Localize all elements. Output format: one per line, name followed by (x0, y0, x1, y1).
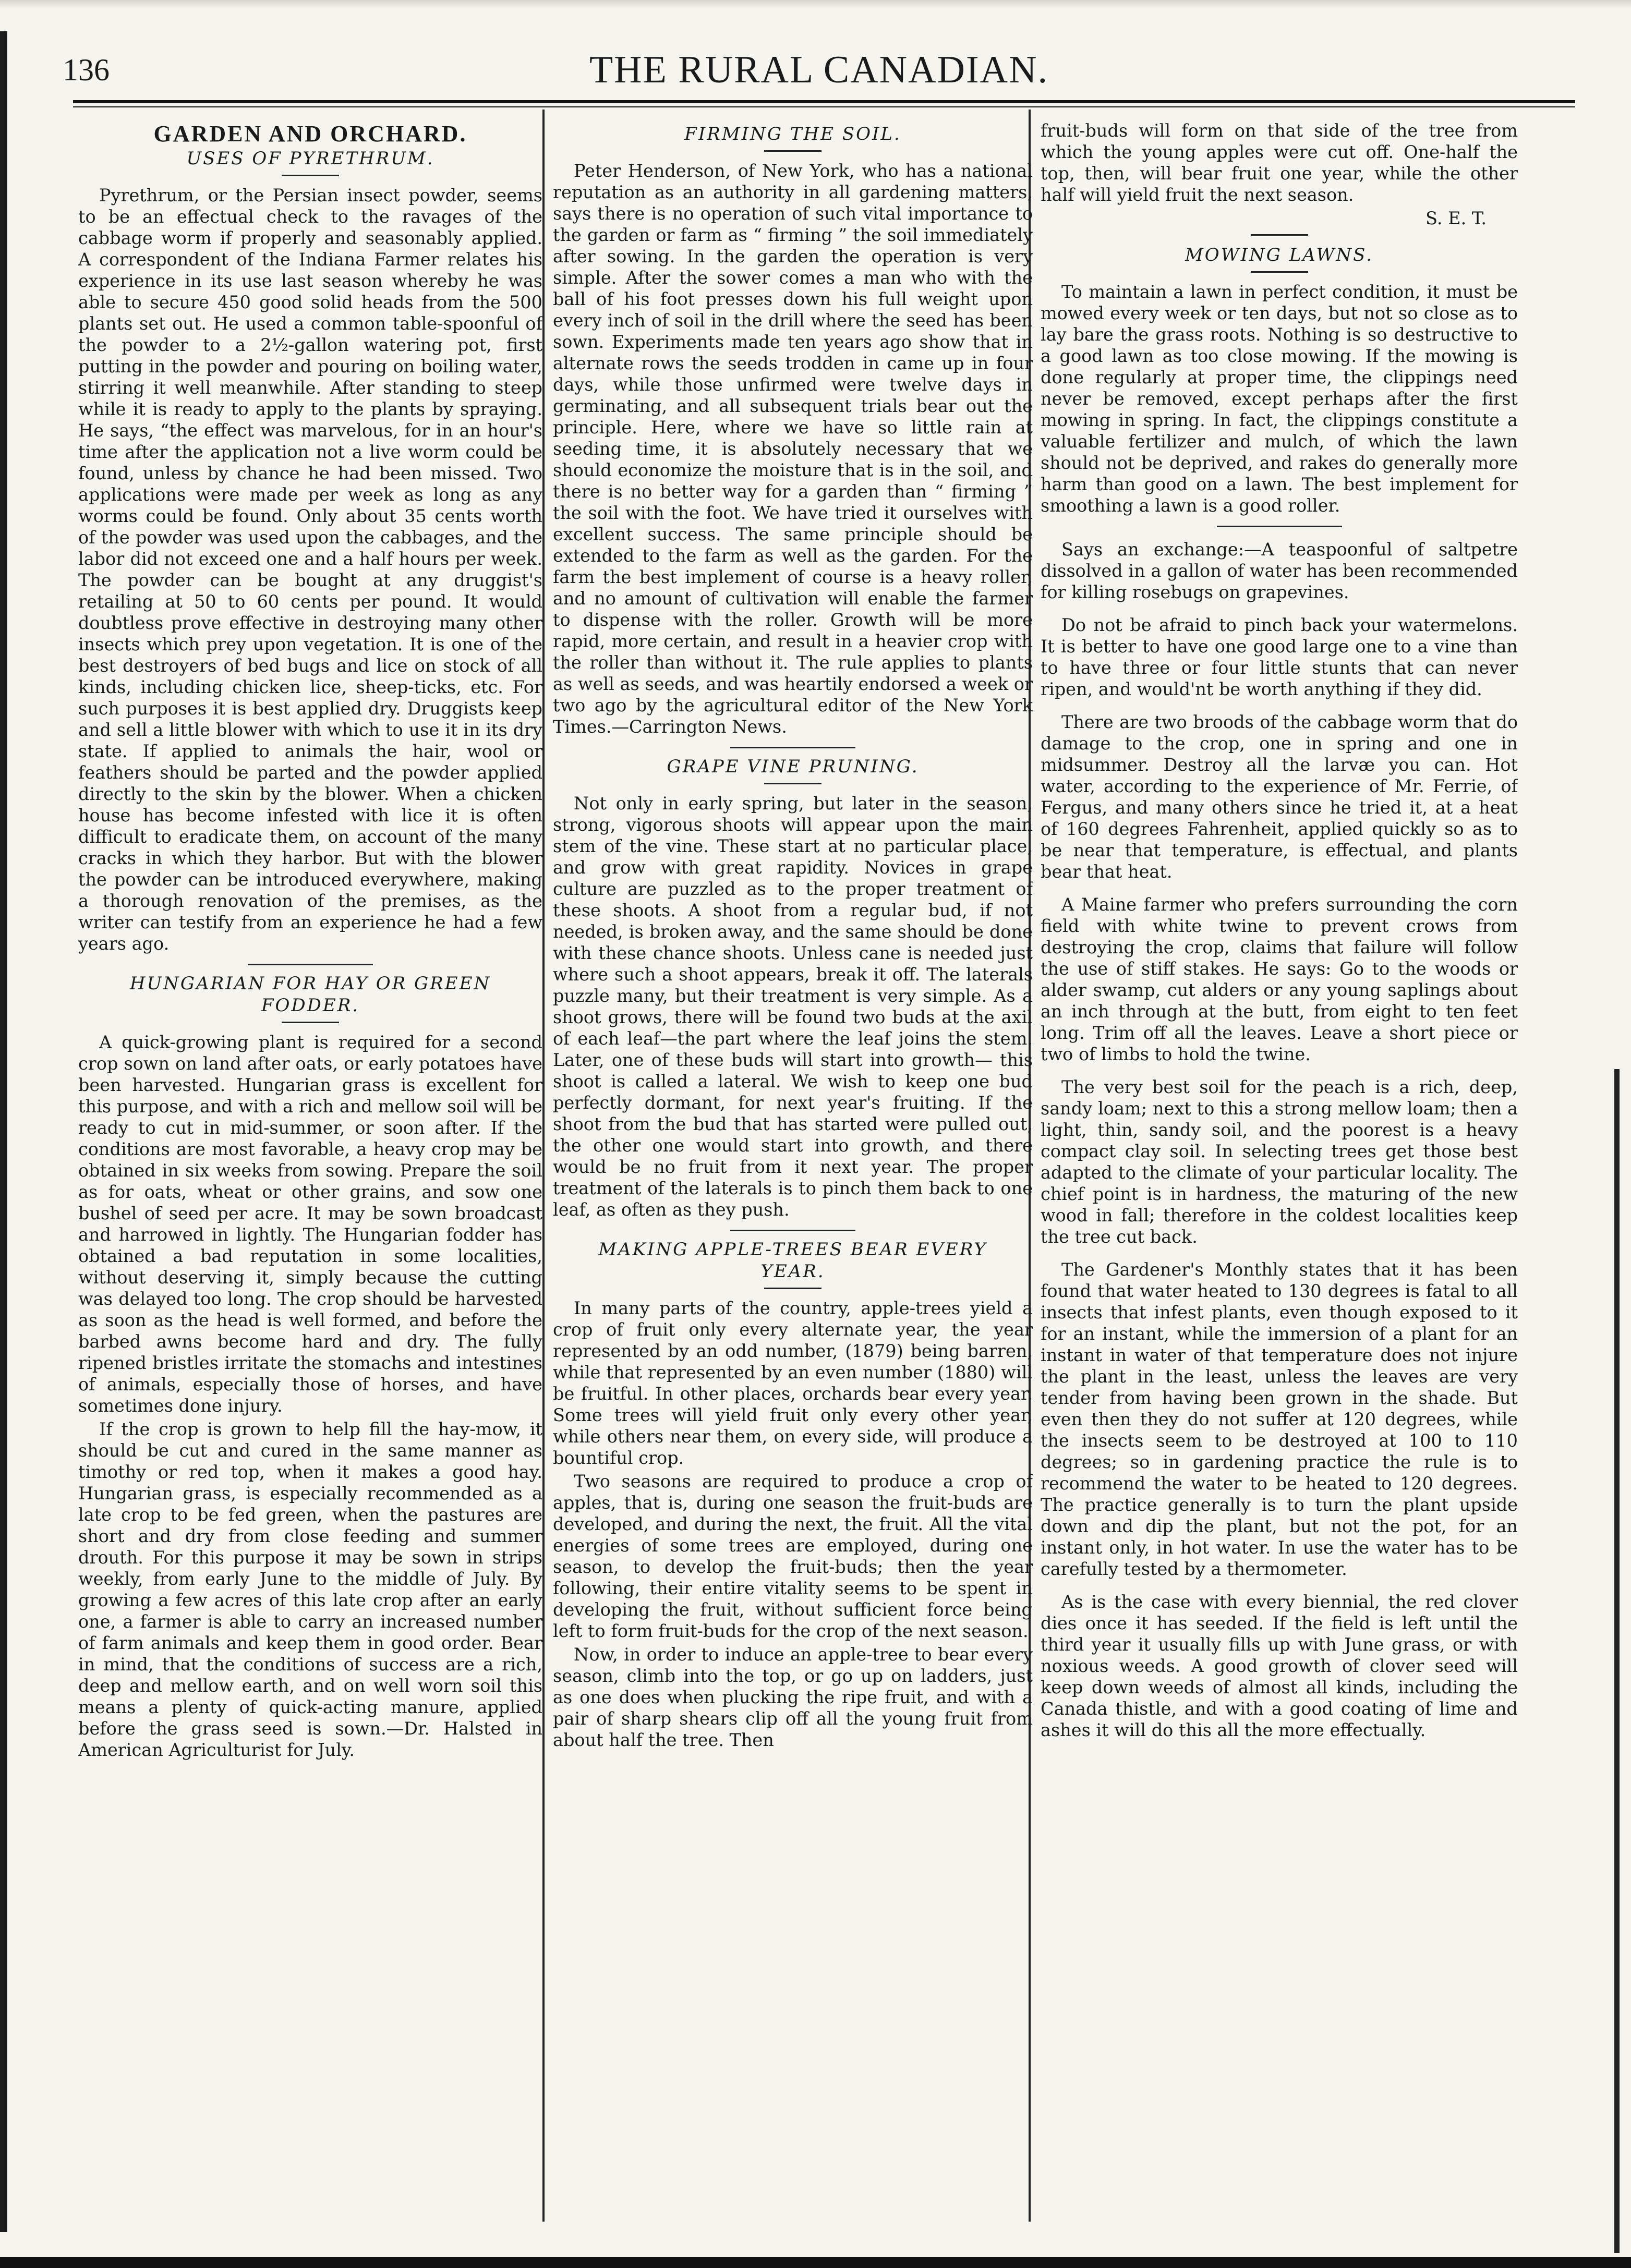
column-divider (542, 110, 545, 2222)
article-separator (248, 964, 373, 965)
note-paragraph: Says an exchange:—A teaspoonful of saltpetre dissolved in a gallon of water has been recommended for killing rosebugs on grapevines. (1041, 539, 1518, 602)
header-rule (73, 100, 1575, 103)
article-separator (1217, 526, 1342, 527)
article-paragraph: To maintain a lawn in perfect condition, it must be mowed every week or ten days, but not so close as to lay bare the grass roots. Nothing is so destructive to a good lawn as too close mowing. If the mowing is done regularly at proper time, the clippings need never be removed, except perhaps after the first mowing in spring. In fact, the clippings constitute a valuable fertilizer and mulch, of which the lawn should not be deprived, and rakes do generally more harm than good on a lawn. The best implement for smoothing a lawn is a good roller. (1041, 282, 1518, 516)
article-paragraph: Peter Henderson, of New York, who has a national reputation as an authority in all gardening matters, says there is no operation of such vital importance to the garden or farm as “ firming ” the soil immediately after sowing. In the garden the operation is very simple. After the sower comes a man who with the ball of his foot presses down his full weight upon every inch of soil in the drill where the seed has been sown. Experiments made ten years ago show that in alternate rows the seeds trodden in came up in four days, while those unfirmed were twelve days in germinating, and all subsequent trials bear out the principle. Here, where we have so little rain at seeding time, it is absolutely necessary that we should economize the moisture that is in the soil, and there is no better way for a garden than “ firming ” the soil with the foot. We have tried it ourselves with excellent success. The same principle should be extended to the farm as well as the garden. For the farm the best implement of course is a heavy roller, and no amount of cultivation will enable the farmer to dispense with the roller. Growth will be more rapid, more certain, and result in a heavier crop with the roller than without it. The rule applies to plants as well as seeds, and was heartily endorsed a week or two ago by the agricultural editor of the New York Times.—Carrington News. (553, 161, 1033, 737)
note-paragraph: The very best soil for the peach is a rich, deep, sandy loam; next to this a strong mellow loam; then a light, thin, sandy soil, and the poorest is a heavy compact clay soil. In selecting trees get those best adapted to the climate of your particular locality. The chief point is in hardness, the maturing of the new wood in fall; therefore in the coldest localities keep the tree cut back. (1041, 1077, 1518, 1247)
title-rule (282, 1022, 339, 1023)
title-rule (764, 783, 821, 784)
section-title: GARDEN AND ORCHARD. (153, 121, 467, 147)
title-rule (764, 150, 821, 152)
note-paragraph: A Maine farmer who prefers surrounding the corn field with white twine to prevent crows from destroying the crop, claims that failure will follow the use of stiff stakes. He says: Go to the woods or alder swamp, cut alders or any young saplings about an inch through at the butt, from eight to ten feet long. Trim off all the leaves. Leave a short piece or two of limbs to hold the twine. (1041, 894, 1518, 1064)
article-paragraph: In many parts of the country, apple-trees yield a crop of fruit only every alternate year, the year represented by an odd number, (1879) being barren, while that represented by an even number (1880) will be fruitful. In other places, orchards bear every year. Some trees will yield fruit only every other year, while others near them, on every side, will produce a bountiful crop. (553, 1298, 1033, 1468)
header-rule-thin (73, 106, 1575, 107)
article-title: MOWING LAWNS. (1185, 245, 1374, 265)
article-title: USES OF PYRETHRUM. (186, 148, 434, 169)
note-paragraph: The Gardener's Monthly states that it has been found that water heated to 130 degrees is fatal to all insects that infest plants, even though exposed to it for an instant, while the immersion of a plant for an instant in water of that temperature does not injure the plant in the least, unless the leaves are very tender from having been grown in the shade. But even then they do not suffer at 120 degrees, while the insects seem to be destroyed at 100 to 110 degrees; so in gardening practice the rule is to recommend the water to be heated to 120 degrees. The practice generally is to turn the plant upside down and dip the plant, but not the pot, for an instant only, in hot water. In use the water has to be carefully tested by a thermometer. (1041, 1259, 1518, 1579)
column-1 (78, 120, 542, 2248)
bottom-edge-rule (0, 2257, 1631, 2268)
right-edge-rule (1614, 1069, 1620, 2253)
column-2 (553, 120, 1033, 2248)
article-paragraph: Pyrethrum, or the Persian insect powder, seems to be an effectual check to the ravages of the cabbage worm if properly and seasonably applied. A correspondent of the Indiana Farmer relates his experience in its use last season whereby he was able to secure 450 good solid heads from the 500 plants set out. He used a common table-spoonful of the powder to a 2½-gallon watering pot, first putting in the powder and pouring on boiling water, stirring it well meanwhile. After standing to steep while it is ready to apply to the plants by spraying. He says, “the effect was marvelous, for in an hour's time after the application not a live worm could be found, unless by chance he had been missed. Two applications were made per week as long as any worms could be found. Only about 35 cents worth of the powder was used upon the cabbages, and the labor did not exceed one and a half hours per week. The powder can be bought at any druggist's retailing at 50 to 60 cents per pound. It would doubtless prove effective in destroying many other insects which prey upon vegetation. It is one of the best destroyers of bed bugs and lice on stock of all kinds, including chicken lice, sheep-ticks, etc. For such purposes it is best applied dry. Druggists keep and sell a little blower with which to use it in its dry state. If applied to animals the hair, wool or feathers should be parted and the powder applied directly to the skin by the blower. When a chicken house has become infested with lice it is often difficult to eradicate them, on account of the many cracks in which they harbor. But with the blower the powder can be introduced everywhere, making a thorough renovation of the premises, as the writer can testify from an experience he had a few years ago. (78, 185, 542, 954)
article-paragraph: Now, in order to induce an apple-tree to bear every season, climb into the top, or go up on ladders, just as one does when plucking the ripe fruit, and with a pair of sharp shears clip off all the young fruit from about half the tree. Then (553, 1644, 1033, 1750)
article-title: MAKING APPLE-TREES BEAR EVERY YEAR. (598, 1239, 987, 1282)
article-separator (730, 747, 855, 748)
left-binding-rule (0, 31, 7, 2232)
article-paragraph: Two seasons are required to produce a crop of apples, that is, during one season the fruit-buds are developed, and during the next, the fruit. All the vital energies of some trees are employed, during one season, to develop the fruit-buds; then the year following, their entire vitality seems to be spent in developing the fruit, without sufficient force being left to form fruit-buds for the crop of the next season. (553, 1471, 1033, 1641)
note-paragraph: As is the case with every biennial, the red clover dies once it has seeded. If the field is left until the third year it usually fills up with June grass, or with noxious weeds. A good growth of clover seed will keep down weeds of almost all kinds, including the Canada thistle, and with a good coating of lime and ashes it will do this all the more effectually. (1041, 1592, 1518, 1740)
title-rule (1251, 234, 1308, 236)
page-header (63, 42, 1575, 99)
author-signature: S. E. T. (1425, 208, 1487, 228)
article-paragraph: A quick-growing plant is required for a second crop sown on land after oats, or early potatoes have been harvested. Hungarian grass is excellent for this purpose, and with a rich and mellow soil will be ready to cut in mid-summer, or soon after. If the conditions are most favorable, a heavy crop may be obtained in six weeks from sowing. Prepare the soil as for oats, wheat or other grains, and sow one bushel of seed per acre. It may be sown broadcast and harrowed in lightly. The Hungarian fodder has obtained a bad reputation in some localities, without deserving it, simply because the cutting was delayed too long. The crop should be harvested as soon as the head is well formed, and before the barbed awns become hard and dry. The fully ripened bristles irritate the stomachs and intestines of animals, especially those of horses, and have sometimes done injury. (78, 1032, 542, 1416)
masthead-title: THE RURAL CANADIAN. (589, 48, 1049, 91)
article-title: FIRMING THE SOIL. (684, 124, 901, 144)
article-title: GRAPE VINE PRUNING. (667, 756, 919, 777)
article-paragraph: If the crop is grown to help fill the hay-mow, it should be cut and cured in the same manner as timothy or red top, when it makes a good hay. Hungarian grass, is especially recommended as a late crop to be fed green, when the pastures are short and dry from close feeding and summer drouth. For this purpose it may be sown in strips weekly, from early June to the middle of July. By growing a few acres of this late crop after an early one, a farmer is able to carry an increased number of farm animals and keep them in good order. Bear in mind, that the conditions of success are a rich, deep and mellow earth, and on well worn soil this means a plenty of quick-acting manure, applied before the grass seed is sown.—Dr. Halsted in American Agriculturist for July. (78, 1419, 542, 1760)
continued-paragraph: fruit-buds will form on that side of the tree from which the young apples were cut off. One-half the top, then, will bear fruit one year, while the other half will yield fruit the next season. (1041, 120, 1518, 205)
page-number: 136 (63, 53, 110, 87)
title-rule (282, 175, 339, 176)
article-paragraph: Not only in early spring, but later in the season, strong, vigorous shoots will appear upon the main stem of the vine. These start at no particular place, and grow with great rapidity. Novices in grape culture are puzzled as to the proper treatment of these shoots. A shoot from a regular bud, if not needed, is broken away, and the same should be done with these chance shoots. Unless cane is needed just where such a shoot appears, break it off. The laterals puzzle many, but their treatment is very simple. As a shoot grows, there will be found two buds at the axil of each leaf—the part where the leaf joins the stem. Later, one of these buds will start into growth— this shoot is called a lateral. We wish to keep one bud perfectly dormant, for next year's fruiting. If the shoot from the bud that has started were pulled out, the other one would start into growth, and there would be no fruit from it next year. The proper treatment of the laterals is to pinch them back to one leaf, as often as they push. (553, 793, 1033, 1220)
title-rule (1251, 271, 1308, 273)
note-paragraph: Do not be afraid to pinch back your watermelons. It is better to have one good large one to a vine than to have three or four little stunts that can never ripen, and would'nt be worth anything if they did. (1041, 615, 1518, 699)
title-rule (764, 1288, 821, 1289)
article-title: HUNGARIAN FOR HAY OR GREEN FODDER. (129, 973, 491, 1016)
scan-edge (0, 0, 1631, 9)
note-paragraph: There are two broods of the cabbage worm that do damage to the crop, one in spring and one in midsummer. Destroy all the larvæ you can. Hot water, according to the experience of Mr. Ferrie, of Fergus, and many others since he tried it, at a heat of 160 degrees Fahrenheit, applied quickly so as to be near that temperature, is effectual, and plants bear that heat. (1041, 712, 1518, 882)
column-3 (1041, 120, 1518, 2248)
article-separator (730, 1230, 855, 1231)
